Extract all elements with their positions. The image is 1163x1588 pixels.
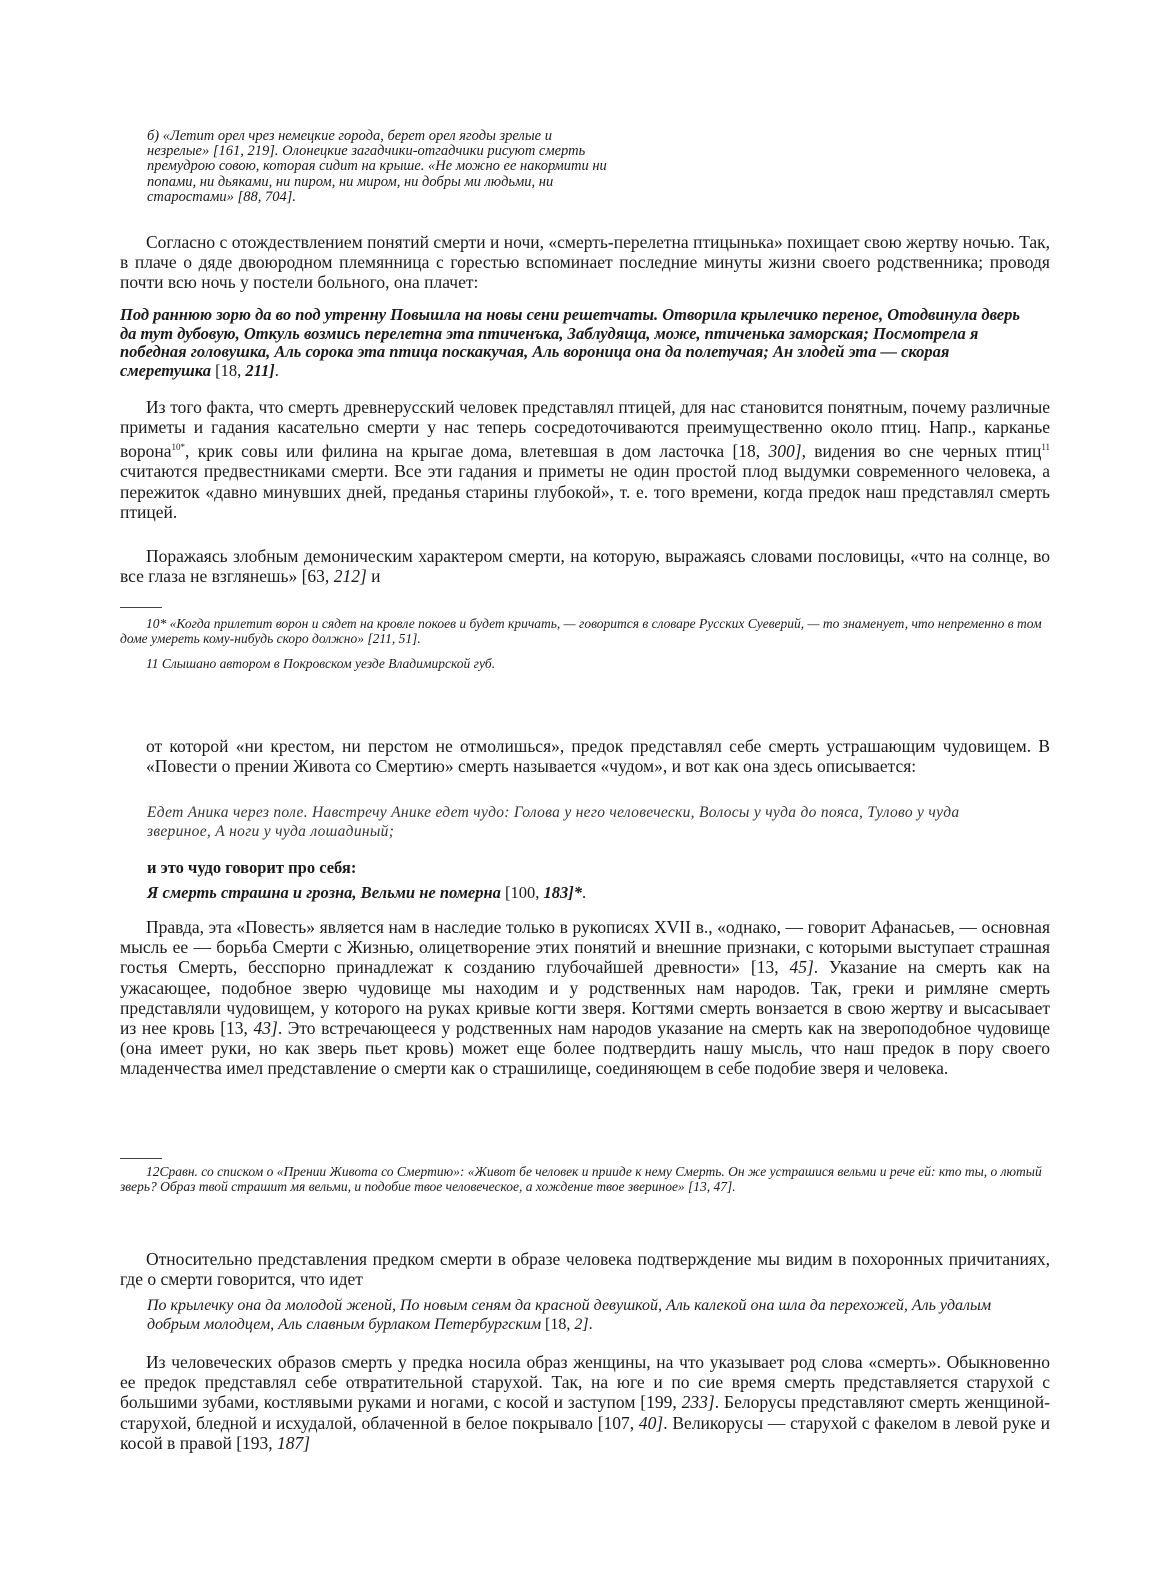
footnote-separator [120,607,162,608]
footnote-11: 11 Слышано автором в Покровском уезде Владимирской губ. [146,656,496,671]
paragraph-human-image: Относительно представления предком смерти в образе человека подтверждение мы видим в похоронных причитаниях, где о смерти говорится, что идет [120,1249,1050,1290]
paragraph-tale-manuscripts: Правда, эта «Повесть» является нам в наследие только в рукописях XVII в., «однако, — говорит Афанасьев, — основная мысль ее — борьба Смерти с Жизнью, олицетворение этих понятий и внешние признаки, с которыми выступает страшная гостья Смерть, бесспорно принадлежат к созданию глубочайшей древности» [13, 45]. Указание на смерть как на ужасающее, подобное зверю чудовище мы находим и у родственных нам народов. Так, греки и римляне смерть представляли чудовищем, у которого на руках кривые когти зверя. Когтями смерть вонзается в свою жертву и высасывает из нее кровь [13, 43]. Это встречающееся у родственных нам народов указание на смерть как на звероподобное чудовище (она имеет руки, но как зверь пьет кровь) может еще более подтвердить нашу мысль, что наш предок в пору своего младенчества имел представление о смерти как о страшилище, соединяющем в себе подобие зверя и человека. [120,917,1050,1079]
footnote-10: 10* «Когда прилетит ворон и сядет на кровле покоев и будет кричать, — говорится в словаре Русских Суеверий, — то знаменует, что непременно в том доме умереть кому-нибудь скоро должно» [211, 51]. [120,616,1042,646]
quote-owl-riddle: б) «Летит орел чрез немецкие города, берет орел ягоды зрелые и незрелые» [161, 219]. Олонецкие загадчики-отгадчики рисуют смерть премудрою совою, которая сидит на крыше. «Не можно ее накормити ни попами, ни дьяками, ни пиром, ни миром, ни добры ми людьми, ни старостами» [88, 704]. [147,128,607,205]
quote-anika: Едет Аника через поле. Навстречу Анике едет чудо: Голова у него человечески, Волосы у чуда до пояса, Тулово у чуда звериное, А ноги у чуда лошадиный; [147,804,960,840]
paragraph-monster-speaks: и это чудо говорит про себя: [147,858,357,877]
footnote-12: 12Сравн. со списком о «Прении Живота со Смертию»: «Живот бе человек и прииде к нему Смерть. Он же устрашися вельми и рече ей: кто ты, о лютый зверь? Образ твой страшит мя вельми, и подобие твое человеческое, а хождение твое звериное» [13, 47]. [120,1164,1042,1194]
paragraph-monster: от которой «ни крестом, ни перстом не отмолишься», предок представлял себе смерть устрашающим чудовищем. В «Повести о прении Живота со Смертию» смерть называется «чудом», и вот как она здесь описывается: [146,736,1050,777]
footnote-separator [120,1158,162,1159]
quote-lament-bird: Под раннюю зорю да во под утренну Повышла на новы сени решетчаты. Отворила крылечико переное, Отодвинула дверь да тут дубовую, Откуль возмись перелетна эта птиченъка, Заблудяща, може, птиченька заморская; Посмотрела я победная головушка, Аль сорока эта птица поскакучая, Аль вороница она да полетучая; Ан злодей эта — скорая смеретушка [18, 211]. [120,305,1020,381]
quote-porch: По крылечку она да молодой женой, По новым сеням да красной девушкой, Аль калекой она шла да перехожей, Аль удалым добрым молодцем, Аль славным бурлаком Петербургским [18, 2]. [147,1297,992,1333]
paragraph-old-woman: Из человеческих образов смерть у предка носила образ женщины, на что указывает род слова «смерть». Обыкновенно ее предок представлял себе отвратительной старухой. Так, на юге и по сие время смерть представляется старухой с большими зубами, костлявыми руками и ногами, с косой и заступом [199, 233]. Белорусы представляют смерть женщиной-старухой, бледной и исхудалой, облаченной в белое покрывало [107, 40]. Великорусы — старухой с факелом в левой руке и косой в правой [193, 187] [120,1352,1050,1453]
quote-death-speaks: Я смерть страшна и грозна, Вельми не померна [100, 183]*. [147,883,587,902]
paragraph-bird-omens: Из того факта, что смерть древнерусский человек представлял птицей, для нас становится понятным, почему различные приметы и гадания касательно смерти у нас теперь сосредоточиваются преимущественно около птиц. Напр., карканье ворона$^{10*}$, крик совы или филина на крыгае дома, влетевшая в дом ласточка [18, 300], видения во сне черных птиц$^{11}$ считаются предвестниками смерти. Все эти гадания и приметы не один простой плод выдумки современного человека, а пережиток «давно минувших дней, преданья старины глубокой», т. е. того времени, когда предок наш представлял смерть птицей. [120,397,1050,522]
paragraph-demonic-character: Поражаясь злобным демоническим характером смерти, на которую, выражаясь словами пословицы, «что на солнце, во все глаза не взглянешь» [63, 212] и [120,546,1050,587]
paragraph-death-night: Согласно с отождествлением понятий смерти и ночи, «смерть-перелетна птицынька» похищает свою жертву ночью. Так, в плаче о дяде двоюродном племянница с горестью вспоминает последние минуты жизни своего родственника; проводя почти всю ночь у постели больного, она плачет: [120,232,1050,293]
